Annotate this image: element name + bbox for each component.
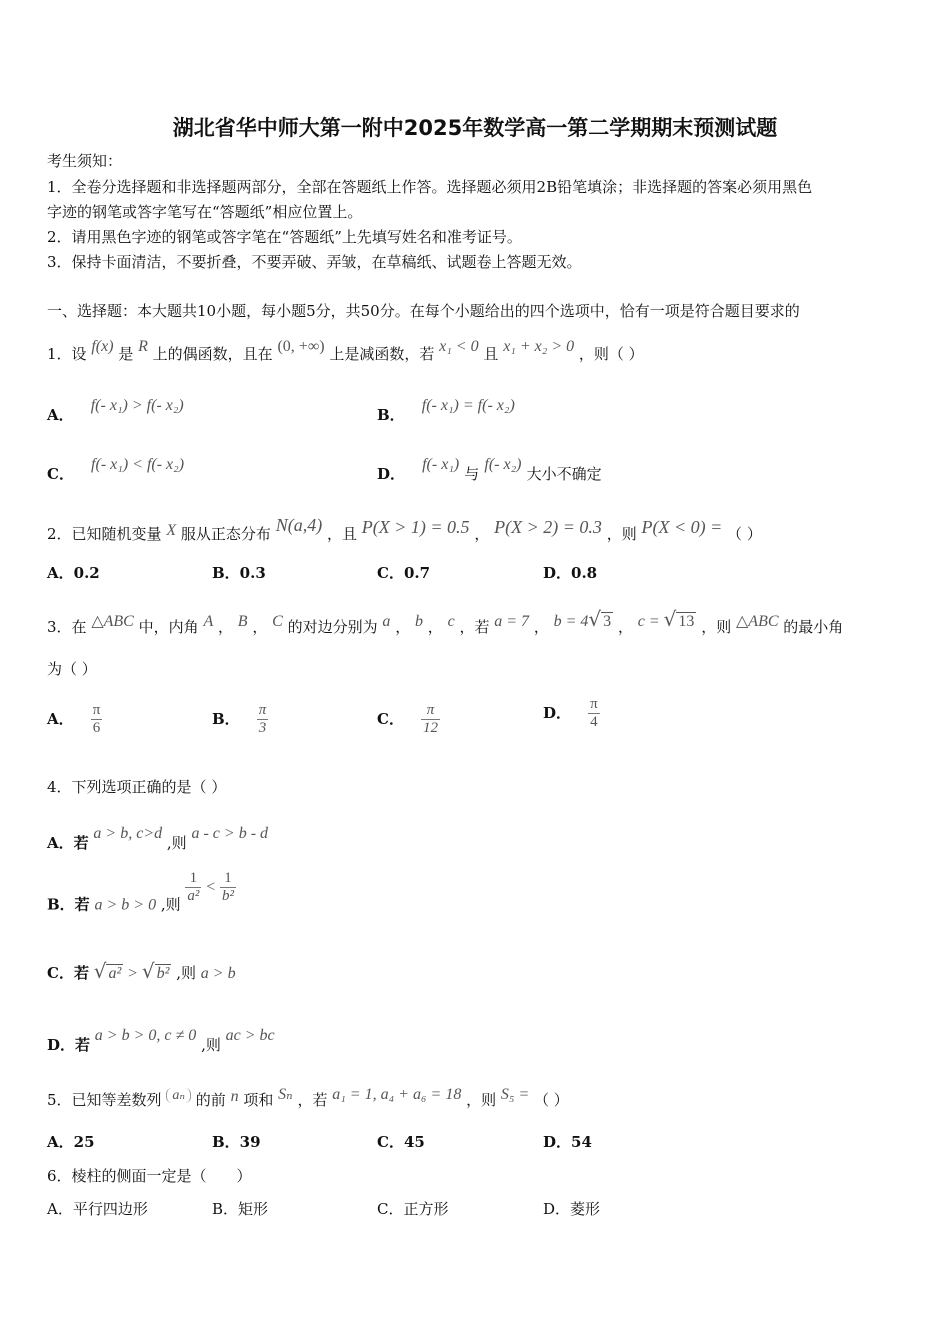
option-label: D．若	[47, 1036, 91, 1054]
q6-option-c: C．正方形	[377, 1200, 449, 1218]
math-Sn: Sₙ	[278, 1086, 293, 1103]
math-b: b	[414, 613, 423, 630]
q1-text: 上是减函数，若	[329, 345, 435, 363]
q5-text: 的前	[195, 1091, 226, 1109]
math-X: X	[166, 522, 177, 539]
notice-heading: 考生须知：	[47, 152, 123, 170]
fraction-den: 3	[257, 719, 269, 737]
q2-text: （ ）	[727, 525, 762, 543]
fraction	[421, 702, 440, 737]
math-condition: a₁ = 1, a₄ + a₆ = 18	[332, 1086, 462, 1103]
fraction	[91, 702, 103, 737]
q3-text: 的最小角	[783, 618, 844, 636]
q1-option-d-text: 与	[464, 465, 480, 483]
math-c: c	[447, 613, 455, 630]
q2-text: ，且	[326, 525, 357, 543]
q4-a-result: a - c > b - d	[191, 825, 269, 842]
q5-text: 5．已知等差数列	[47, 1091, 162, 1109]
fraction-num: π	[258, 702, 267, 718]
notice-line-1a: 1．全卷分选择题和非选择题两部分，全部在答题纸上作答。选择题必须用2B铅笔填涂；非选择题的答案必须用黑色	[47, 178, 813, 196]
fraction-num: π	[590, 696, 598, 712]
option-label: C．	[377, 710, 404, 728]
q5-text: （ ）	[534, 1091, 569, 1109]
q4-d-then: ,则	[201, 1036, 221, 1054]
q2-option-a: A．0.2	[47, 564, 100, 582]
q2-text: 2．已知随机变量	[47, 525, 162, 543]
q5-option-a: A．25	[47, 1133, 95, 1151]
math-c-eq-root: 13	[678, 613, 695, 630]
option-label: A．	[47, 710, 74, 728]
q4-option-c	[47, 959, 236, 983]
q4-b-then: ,则	[160, 895, 181, 914]
q3-text: ，	[218, 618, 234, 636]
math-sum: x₁ + x₂ > 0	[503, 338, 575, 355]
less-than: <	[206, 878, 216, 896]
q2-text: 服从正态分布	[180, 525, 271, 543]
option-label: B．	[212, 710, 240, 728]
q3-option-d	[543, 696, 600, 731]
option-label: A．若	[47, 834, 89, 852]
q5-text: ，若	[297, 1091, 328, 1109]
sqrt-icon: √	[663, 607, 677, 631]
q2-text: ，则	[606, 525, 637, 543]
q3-text: ，	[617, 618, 633, 636]
q3-text: 3．在	[47, 618, 87, 636]
q4-option-a	[47, 825, 268, 852]
q6-option-b: B．矩形	[212, 1200, 269, 1218]
q1-option-d-math1: f(- x₁)	[422, 456, 460, 473]
fraction-den: 6	[91, 719, 103, 737]
q5-text: 项和	[243, 1091, 274, 1109]
q3-text: 中，内角	[138, 618, 199, 636]
sqrt-icon: √	[93, 959, 107, 983]
fraction	[257, 702, 269, 737]
q1-option-a-math: f(- x₁) > f(- x₂)	[90, 397, 184, 414]
q4-c-root-b: b²	[156, 965, 170, 982]
q1-option-d-text: 大小不确定	[526, 465, 602, 483]
q3-text: ，若	[459, 618, 490, 636]
fraction-den: 4	[588, 713, 600, 731]
option-label: C．若	[47, 964, 89, 982]
option-label: C．	[47, 465, 74, 483]
math-triangle: △ABC	[735, 613, 779, 630]
q5-option-c: C．45	[377, 1133, 425, 1151]
q4-a-cond: a > b, c>d	[93, 825, 163, 842]
math-fx: f(x)	[91, 338, 114, 355]
q3-text: ，	[252, 618, 268, 636]
q3-text-cont: 为（ ）	[47, 660, 97, 678]
fraction	[185, 870, 201, 905]
option-label: B．	[377, 406, 405, 424]
q3-text: ，	[395, 618, 411, 636]
notice-line-3: 3．保持卡面清洁，不要折叠，不要弄破、弄皱，在草稿纸、试题卷上答题无效。	[47, 253, 582, 271]
question-5	[47, 1086, 569, 1109]
q3-option-b	[212, 702, 268, 737]
q1-text: 1．设	[47, 345, 87, 363]
q3-text: ，则	[701, 618, 732, 636]
math-R: R	[138, 338, 148, 355]
math-interval: (0, +∞)	[277, 338, 325, 355]
section-heading: 一、选择题：本大题共10小题，每小题5分，共50分。在每个小题给出的四个选项中，恰有一项是符合题目要求的	[47, 302, 800, 320]
fraction-den: 12	[423, 720, 439, 736]
q1-option-c	[47, 454, 184, 484]
math-c-eq-lhs: c =	[637, 613, 664, 630]
q1-text: ，则（ ）	[578, 345, 644, 363]
math-p2: P(X > 2) = 0.3	[494, 517, 602, 537]
fraction-den: a²	[187, 888, 200, 904]
math-b-eq	[553, 607, 614, 631]
greater-than: >	[128, 965, 138, 982]
option-label: D．	[377, 465, 406, 483]
sqrt-icon: √	[588, 607, 602, 631]
q4-d-cond: a > b > 0, c ≠ 0	[94, 1027, 197, 1044]
q4-option-b	[47, 870, 236, 915]
q3-option-a	[47, 702, 102, 737]
question-3	[47, 607, 844, 636]
page-title: 湖北省华中师大第一附中2025年数学高一第二学期期末预测试题	[172, 116, 778, 140]
q1-text: 上的偶函数，且在	[152, 345, 273, 363]
q2-option-d: D．0.8	[543, 564, 598, 582]
q3-text: ，	[427, 618, 443, 636]
math-x1-neg: x₁ < 0	[439, 338, 479, 355]
question-2	[47, 516, 762, 543]
q6-option-d: D．菱形	[543, 1200, 601, 1218]
fraction-num: π	[92, 702, 101, 718]
q6-option-a: A．平行四边形	[47, 1200, 148, 1218]
question-4: 4．下列选项正确的是（ ）	[47, 778, 227, 796]
q2-option-c: C．0.7	[377, 564, 431, 582]
option-label: B．若	[47, 895, 90, 914]
math-A: A	[203, 613, 214, 630]
math-a: a	[382, 613, 391, 630]
math-n: n	[230, 1088, 239, 1105]
math-C: C	[272, 613, 283, 630]
fraction-num: 1	[189, 870, 198, 886]
q2-option-b: B．0.3	[212, 564, 266, 582]
q1-option-a	[47, 395, 184, 425]
math-a-eq: a = 7	[494, 613, 530, 630]
q1-option-c-math: f(- x₁) < f(- x₂)	[91, 456, 185, 473]
q4-c-result: a > b	[200, 965, 236, 982]
math-p3: P(X < 0) =	[641, 517, 723, 537]
fraction-num: 1	[224, 870, 232, 886]
q2-text: ，	[474, 525, 490, 543]
math-b-eq-coef: b = 4	[553, 613, 589, 630]
q3-option-c	[377, 702, 440, 737]
math-an: aₙ	[166, 1088, 191, 1103]
math-normal: N(a,4)	[275, 515, 323, 535]
q4-b-cond: a > b > 0	[94, 896, 157, 914]
q1-text: 且	[483, 345, 499, 363]
math-B: B	[237, 613, 248, 630]
q4-c-then: ,则	[176, 964, 196, 982]
q4-d-result: ac > bc	[225, 1027, 275, 1044]
q4-option-d	[47, 1027, 275, 1054]
math-triangle: △ABC	[91, 613, 134, 630]
fraction-num: π	[426, 702, 435, 718]
q5-text: ，则	[466, 1091, 497, 1109]
question-6: 6．棱柱的侧面一定是（ ）	[47, 1167, 252, 1185]
notice-line-1b: 字迹的钢笔或答字笔写在“答题纸”相应位置上。	[47, 203, 363, 221]
q1-text: 是	[118, 345, 134, 363]
q4-a-then: ,则	[166, 834, 187, 852]
math-S5: S₅ =	[500, 1086, 530, 1103]
fraction-den: b²	[222, 888, 234, 904]
math-b-eq-root: 3	[603, 613, 612, 630]
option-label: A．	[47, 406, 74, 424]
fraction	[588, 696, 600, 731]
q1-option-d-math2: f(- x₂)	[484, 456, 522, 473]
sqrt-icon: √	[141, 959, 155, 983]
q1-option-d	[377, 454, 602, 484]
math-c-eq	[637, 607, 697, 631]
q5-option-b: B．39	[212, 1133, 261, 1151]
fraction	[220, 870, 236, 905]
q5-option-d: D．54	[543, 1133, 592, 1151]
option-label: D．	[543, 704, 572, 722]
q3-text: ，	[533, 618, 549, 636]
q3-text: 的对边分别为	[287, 618, 378, 636]
notice-line-2: 2．请用黑色字迹的钢笔或答字笔在“答题纸”上先填写姓名和准考证号。	[47, 228, 522, 246]
math-p1: P(X > 1) = 0.5	[361, 517, 470, 537]
q4-c-root-a: a²	[108, 965, 122, 982]
q1-option-b-math: f(- x₁) = f(- x₂)	[421, 397, 515, 414]
question-1	[47, 338, 644, 363]
q1-option-b	[377, 395, 515, 425]
